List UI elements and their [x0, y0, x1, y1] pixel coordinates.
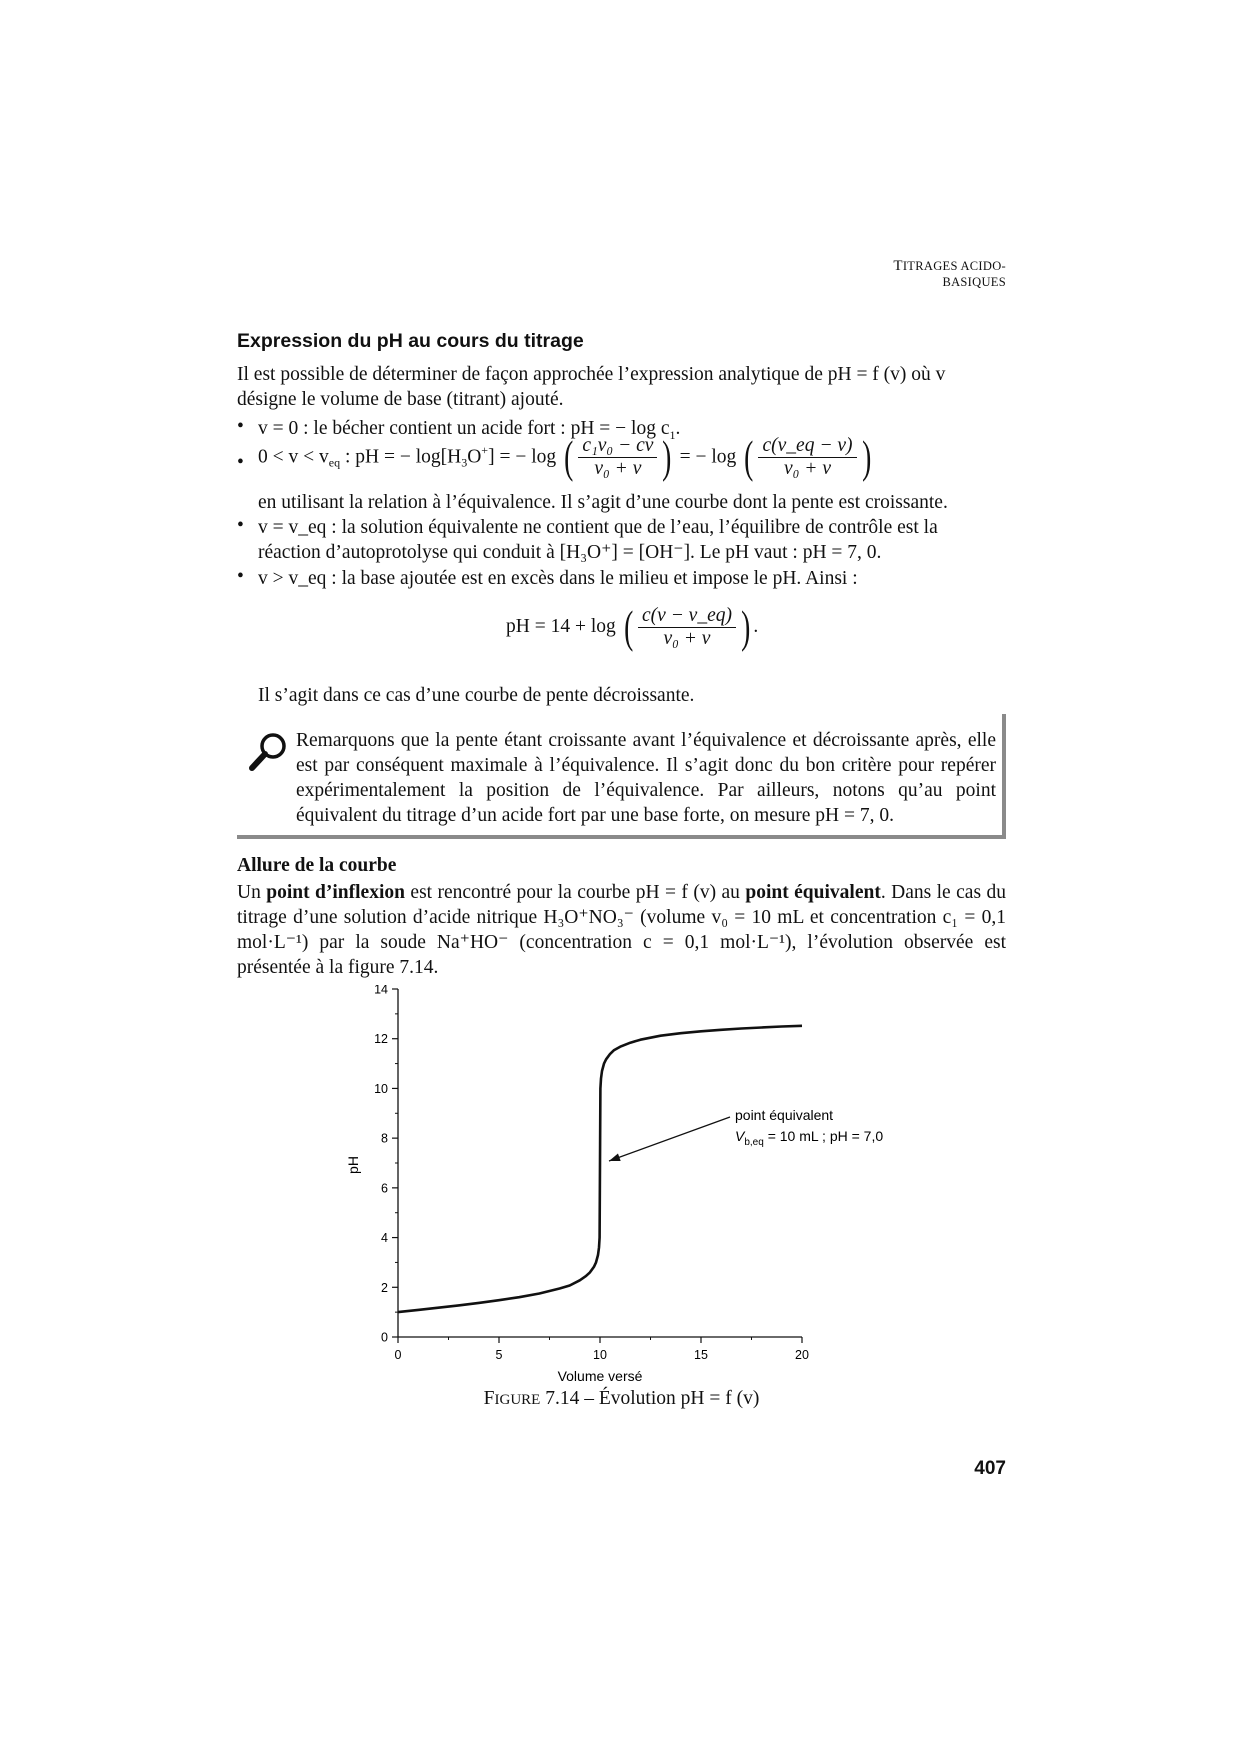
x-tick-label: 20: [795, 1348, 809, 1362]
bullet-3: v = v_eq : la solution équivalente ne contient que de l’eau, l’équilibre de contrôle est la réaction d’autoprotolyse qui conduit à [H₃O⁺] = [OH⁻]. Le pH vaut : pH = 7, 0.: [258, 517, 938, 563]
y-tick-label: 0: [381, 1330, 388, 1345]
annotation-line-1: point équivalent: [735, 1107, 834, 1123]
bullet-1: v = 0 : le bécher contient un acide fort : pH = − $\log c_1$.: [258, 418, 681, 442]
y-axis-label: pH: [345, 1156, 361, 1174]
section-title: Expression du pH au cours du titrage: [237, 330, 584, 352]
annotation-arrowhead: [609, 1153, 621, 1161]
intro-paragraph: [237, 362, 1006, 412]
y-tick-label: 6: [381, 1181, 388, 1196]
y-tick-label: 14: [374, 985, 388, 997]
intro-line-2: désigne le volume de base (titrant) ajouté.: [237, 389, 564, 410]
fraction-2: $\frac{c(v\_eq - v)}{\text{v₀ + v}}$: [758, 435, 856, 480]
x-tick-label: 5: [495, 1348, 503, 1362]
curve-paragraph: Un point d’inflexion est rencontré pour la courbe pH = f (v) au point équivalent. Dans le cas du titrage d’une solution d’acide nitrique H₃O⁺NO₃⁻ (volume v₀ = 10 mL et concentration c₁ = 0,1 mol·L⁻¹) par la soude Na⁺HO⁻ (concentration c = 0,1 mol·L⁻¹), l’évolution observée est présentée à la figure 7.14.: [237, 882, 1006, 978]
remark-text: Remarquons que la pente étant croissante avant l’équivalence et décroissante après, elle est par conséquent maximale à l’équivalence. Il s’agit donc du bon critère pour repérer expérimentalement la position de l’équivalence. Par ailleurs, notons qu’au point équivalent du titrage d’un acide fort par une base forte, on mesure pH = 7, 0.: [296, 730, 996, 826]
display-formula: pH = 14 + log ( $\frac{c(v - v\_eq)}{\text{v₀ + v}}$ ) .: [506, 601, 759, 652]
intro-line-1: Il est possible de déterminer de façon approchée l’expression analytique de pH = f (v) où v: [237, 364, 946, 385]
y-tick-label: 10: [374, 1081, 388, 1096]
left-paren: (: [744, 431, 754, 482]
bullet-marker: •: [237, 416, 244, 437]
y-tick-label: 12: [374, 1032, 388, 1047]
x-tick-label: 0: [394, 1348, 402, 1362]
ph-titration-chart: [330, 985, 890, 1385]
x-tick-label: 15: [694, 1348, 708, 1362]
figure-caption: FIGURE 7.14 – Évolution pH = f (v): [483, 1388, 760, 1409]
right-paren: ): [662, 431, 672, 482]
right-paren: ): [861, 431, 871, 482]
y-tick-label: 8: [381, 1131, 388, 1146]
after-formula-text: Il s’agit dans ce cas d’une courbe de pente décroissante.: [258, 685, 695, 706]
y-tick-label: 4: [381, 1231, 388, 1246]
bullet-marker: •: [237, 515, 244, 536]
page-number: 407: [974, 1458, 1006, 1479]
annotation-arrow: [609, 1117, 730, 1161]
left-paren: (: [564, 431, 574, 482]
ph-curve: [398, 1026, 802, 1312]
formula-fraction: $\frac{c(v - v\_eq)}{\text{v₀ + v}}$: [638, 605, 736, 650]
subsection-title: Allure de la courbe: [237, 855, 397, 876]
fraction-1: $\frac{\text{c₁v₀ − cv}}{\text{v₀ + v}}$: [578, 435, 657, 480]
running-head: TITRAGES ACIDO-BASIQUES: [893, 258, 1006, 289]
magnifier-icon: [248, 730, 290, 778]
y-tick-label: 2: [381, 1280, 388, 1295]
bullet-marker: •: [237, 452, 244, 473]
x-axis-label: Volume versé: [557, 1368, 643, 1384]
bullet-2-continuation: en utilisant la relation à l’équivalence. Il s’agit d’une courbe dont la pente est croissante.: [258, 492, 948, 513]
bullet-marker: •: [237, 566, 244, 587]
left-paren: (: [623, 601, 633, 652]
annotation-line-2: $V_{b,eq} = 10$ mL ; pH = 7,0: [735, 1128, 884, 1148]
bullet-4: v > v_eq : la base ajoutée est en excès dans le milieu et impose le pH. Ainsi :: [258, 568, 858, 589]
right-paren: ): [741, 601, 751, 652]
x-tick-label: 10: [593, 1348, 607, 1362]
bullet-2-formula: $0 < v < v_{eq}$ : pH = − $\log[H_3O^+]$ = − log ( $\frac{\text{c₁v₀ − cv}}{\text{v₀ + v}}$ ) = − log ( $\frac{c(v\_eq - v)}{\text{v₀ + v}}$ ): [258, 431, 871, 482]
